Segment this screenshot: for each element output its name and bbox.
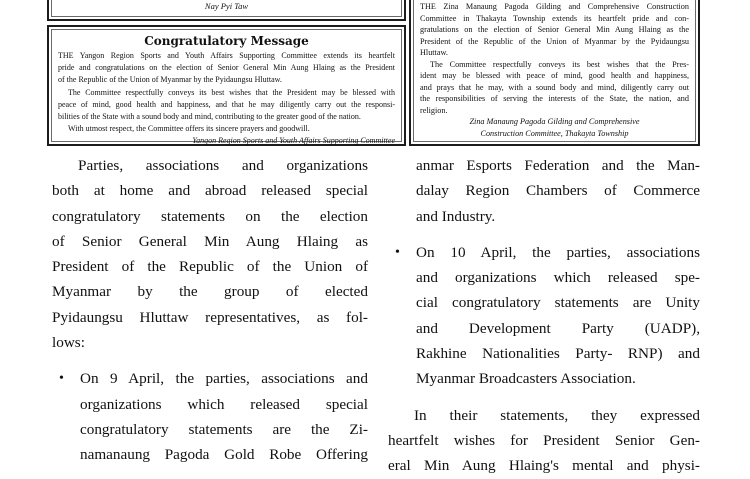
text-line: The Committee respectfully conveys its best wishes that the Pres- <box>430 59 689 69</box>
text-line: Hluttaw. <box>420 48 448 57</box>
left-box-signature: Yangon Region Sports and Youth Affairs Supporting Committee <box>192 136 395 146</box>
dateline-box-inner <box>51 0 402 17</box>
text-line: pride and congratulations on the election of Senior General Min Aung Hlaing as the President <box>58 63 395 73</box>
dateline-text: Nay Pyi Taw <box>204 1 249 11</box>
congratulatory-right-body <box>420 1 689 116</box>
text-line: both at home and abroad released special <box>52 182 368 200</box>
text-line: cial congratulatory statements are Unity <box>416 294 700 312</box>
article-column-left <box>52 153 368 468</box>
text-line: The Committee respectfully conveys its best wishes that the President may be blessed with <box>68 87 395 97</box>
text-line: and organizations which released spe- <box>416 269 700 287</box>
text-line: Rakhine Nationalities Party- RNP) and <box>416 345 700 363</box>
text-line: heartfelt wishes for President Senior Gen- <box>388 431 700 449</box>
text-line: eral Min Aung Hlaing's mental and physi- <box>388 457 700 475</box>
text-line: Myanmar by the group of elected <box>52 283 368 301</box>
text-line: Pyidaungsu Hluttaw representatives, as fol- <box>52 308 368 326</box>
text-line: namanaung Pagoda Gold Robe Offering <box>80 446 368 464</box>
bullet-line: • On 9 April, the parties, associations and <box>52 366 368 391</box>
text-line: anmar Esports Federation and the Man- <box>416 157 700 174</box>
text-line: President of the Republic of the Union of Myanmar by the Pyidaungsu <box>420 36 689 46</box>
text-line: of Senior General Min Aung Hlaing as <box>52 232 368 250</box>
right-box-signature-line-1: Zina Manaung Pagoda Gilding and Comprehensive <box>469 117 640 126</box>
text-line: With utmost respect, the Committee offers its sincere prayers and goodwill. <box>68 124 310 134</box>
text-line: In their statements, they expressed <box>414 406 700 424</box>
text-line: lows: <box>52 334 85 352</box>
text-line: congratulatory statements are the Zi- <box>80 420 368 438</box>
text-line: gratulations on the election of Senior General Min Aung Hlaing as the <box>420 25 689 34</box>
congratulatory-box-left-inner <box>51 29 402 146</box>
article-column-right <box>388 153 700 479</box>
text-line: THE Yangon Region Sports and Youth Affairs Supporting Committee extends its heartfelt <box>58 51 395 60</box>
text-line: ident may be blessed with peace of mind, good health and happiness, <box>420 71 689 80</box>
text-line: President of the Republic of the Union of <box>52 258 368 276</box>
text-line: and Development Party (UADP), <box>416 319 700 337</box>
right-box-signature-line-2: Construction Committee, Thakayta Township <box>480 128 629 138</box>
text-line: and prays that he may, with a sound body and mind, diligently carry out <box>420 82 689 92</box>
text-line: congratulatory statements on the election <box>52 207 368 225</box>
congratulatory-message-title: Congratulatory Message <box>144 34 309 48</box>
congratulatory-box-left <box>47 25 406 146</box>
text-line: THE Zina Manaung Pagoda Gilding and Comprehensive Construction <box>420 2 689 11</box>
text-line: Parties, associations and organizations <box>78 157 368 174</box>
text-line: Committee in Thakayta Township extends its heartfelt pride and con- <box>420 13 689 23</box>
text-line: organizations which released special <box>80 395 368 413</box>
text-line: and Industry. <box>416 207 496 225</box>
text-line: religion. <box>420 105 448 115</box>
text-line: dalay Region Chambers of Commerce <box>416 182 700 200</box>
bullet-line: • On 10 April, the parties, associations <box>388 240 700 265</box>
text-line: peace of mind, good health and happiness, and that he may diligently carry out the responsi- <box>58 99 395 109</box>
text-line: of the Republic of the Union of Myanmar by the Pyidaungsu Hluttaw. <box>58 75 282 85</box>
congratulatory-box-right <box>409 0 700 146</box>
text-line: bilities of the State with a sound body and mind, contributing to the greater good of the nation. <box>58 111 361 121</box>
text-line: the responsibilities of serving the interests of the State, the nation, and <box>420 94 689 103</box>
congratulatory-box-right-inner <box>413 0 696 142</box>
dateline-box <box>47 0 406 21</box>
congratulatory-left-body <box>58 50 395 135</box>
text-line: Myanmar Broadcasters Association. <box>416 370 636 388</box>
